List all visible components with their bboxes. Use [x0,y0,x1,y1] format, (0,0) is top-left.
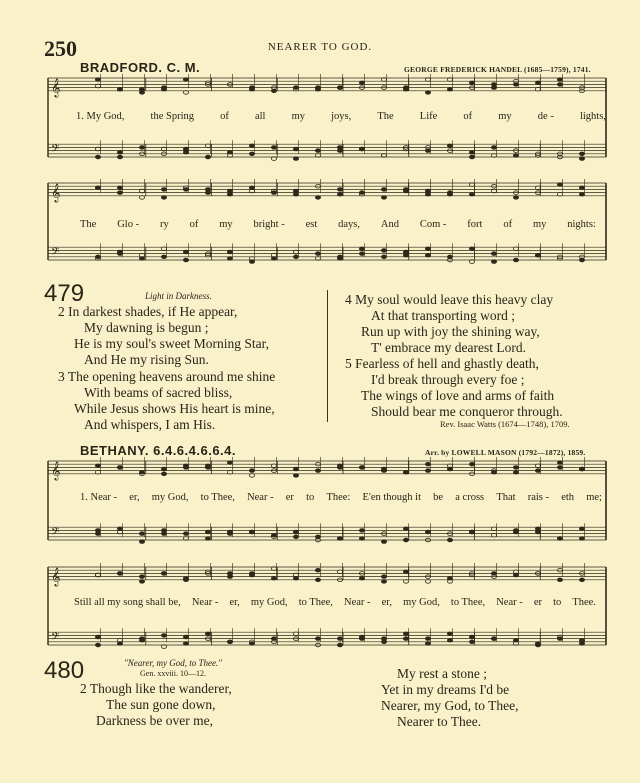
note-head [381,637,386,641]
lyric-syllable: my [532,219,547,230]
note-head [403,637,408,641]
lyric-syllable: Near - [496,597,523,608]
bass-clef-icon: 𝄢 [51,142,60,158]
note-head [447,638,452,642]
note-head [227,572,232,576]
tune-title-bethany: BETHANY. 6.4.6.4.6.6.4. [80,443,237,458]
lyric-syllable: the Spring [150,111,194,122]
note-head [535,643,540,647]
verse-line: 2 In darkest shades, if He appear, [58,304,238,319]
note-head [425,637,430,641]
note-head [381,575,386,579]
lyric-syllable: joys, [331,111,352,122]
lyric-syllable: ry [159,219,169,230]
treble-clef-icon: 𝄞 [51,460,61,480]
lyric-syllable: to [553,597,562,608]
lyric-syllable: er, [129,492,140,503]
lyric-syllable: of [189,219,199,230]
lyric-syllable: E'en though it [362,492,421,503]
note-head [337,643,342,647]
lyric-syllable: my God, [151,492,189,503]
note-head [249,642,254,646]
lyric-syllable: days, [338,219,360,230]
verse-line: 3 The opening heavens around me shine [58,369,276,384]
note-head [183,635,188,639]
note-head [271,576,276,580]
note-head [403,570,408,574]
lyric-syllable: Com - [419,219,447,230]
note-head [491,637,496,641]
note-head [95,635,100,639]
verse-480-right [381,666,519,730]
note-head [469,635,474,639]
verse-line: He is my soul's sweet Morning Star, [74,336,270,351]
verse-line: I'd break through every foe ; [371,372,525,387]
verse-line: 5 Fearless of hell and ghastly death, [345,356,539,371]
lyric-syllable: my [498,111,512,122]
lyric-syllable: to [306,492,315,503]
lyric-syllable: me; [586,492,602,503]
note-head [183,578,188,582]
note-head [579,578,584,582]
lyric-syllable: The [377,111,394,122]
verse-line: At that transporting word ; [371,308,515,323]
running-title: NEARER TO GOD. [267,41,373,53]
note-head [469,640,474,644]
note-head [205,632,210,636]
verse-line: And whispers, I am His. [84,417,216,432]
verse-line: The wings of love and arms of faith [361,388,555,403]
lyric-syllable: That [496,492,516,503]
lyric-syllable: my [219,219,233,230]
lyric-syllable: of [503,219,513,230]
note-head [403,632,408,636]
note-head [359,576,364,580]
bass-clef-icon: 𝄢 [51,245,60,261]
lyric-syllable: er, [381,597,392,608]
lyric-syllable: bright - [253,219,285,230]
note-head [249,572,254,576]
lyric-syllable: rais - [527,492,550,503]
verse-line: Yet in my dreams I'd be [381,682,510,697]
lyric-syllable: Still all my song shall be, [74,597,181,608]
note-head [293,576,298,580]
note-head [425,642,430,646]
note-head [183,642,188,646]
hymn-number-480: 480 [44,657,85,684]
note-head [337,637,342,641]
lyric-syllable: Life [419,111,438,122]
note-head [557,578,562,582]
verse-line: Darkness be over me, [96,713,213,728]
bass-clef-icon: 𝄢 [51,630,60,646]
verse-line: Nearer, my God, to Thee, [381,698,519,713]
verse-line: T' embrace my dearest Lord. [371,340,526,355]
lyric-syllable: Near - [247,492,274,503]
lyric-syllable: my [291,111,305,122]
lyric-syllable: Near - [344,597,371,608]
lyric-syllable: Near - [191,597,219,608]
page-number: 250 [44,36,77,61]
arranger-credit: Arr. by LOWELL MASON (1792—1872), 1859. [425,448,586,457]
hymn-author: Rev. Isaac Watts (1674—1748), 1709. [440,419,570,429]
lyric-syllable: to Thee, [450,597,486,608]
verse-line: Run up with joy the shining way, [361,324,540,339]
lyric-syllable: Thee. [572,597,596,608]
lyric-syllable: eth [561,492,575,503]
lyric-syllable: a cross [455,492,485,503]
note-head [315,637,320,641]
note-head [315,568,320,572]
lyric-syllable: est [305,219,318,230]
verse-line: And He my rising Sun. [84,352,209,367]
note-head [315,578,320,582]
treble-clef-icon: 𝄞 [51,566,61,586]
hymn-heading-480: "Nearer, my God, to Thee." [124,658,222,668]
lyric-syllable: be [433,492,444,503]
composer-credit: GEORGE FREDERICK HANDEL (1685—1759), 1741. [404,65,591,74]
note-head [139,638,144,642]
scripture-reference: Gen. xxviii. 10—12. [140,669,206,678]
lyric-syllable: of [220,111,229,122]
lyric-syllable: Glo - [117,219,140,230]
lyric-syllable: of [463,111,473,122]
verse-line: Nearer to Thee. [397,714,482,729]
note-head [95,643,100,647]
treble-clef-icon: 𝄞 [51,182,61,202]
lyric-syllable: to Thee, [298,597,333,608]
note-head [161,634,166,638]
verse-line: With beams of sacred bliss, [84,385,233,400]
lyric-syllable: Thee: [326,492,351,503]
lyric-syllable: And [380,219,399,230]
lyric-syllable: my God, [250,597,288,608]
verse-480-left [80,681,232,729]
hymn-heading-479: Light in Darkness. [145,291,212,301]
lyric-syllable: 1. My God, [76,111,125,122]
lyric-syllable: all [254,111,266,122]
note-head [359,635,364,639]
lyrics-line-4 [74,597,596,608]
lyric-syllable: nights: [567,219,596,230]
note-head [139,575,144,579]
lyric-syllable: er [533,597,542,608]
lyric-syllable: lights, [579,111,606,122]
treble-clef-icon: 𝄞 [51,77,61,97]
verse-line: My rest a stone ; [397,666,487,681]
tune-title-bradford: BRADFORD. C. M. [80,60,201,75]
verse-line: While Jesus shows His heart is mine, [74,401,275,416]
lyric-syllable: fort [467,219,483,230]
lyric-syllable: de - [537,111,554,122]
note-head [381,580,386,584]
note-head [579,638,584,642]
lyric-syllable: er, [229,597,240,608]
lyric-syllable: The [80,219,97,230]
verse-line: Should bear me conqueror through. [371,404,563,419]
verse-line: 2 Though like the wanderer, [80,681,232,696]
note-head [447,632,452,636]
lyric-syllable: to Thee, [200,492,235,503]
verse-line: My dawning is begun ; [84,320,209,335]
note-head [139,580,144,584]
verse-line: 4 My soul would leave this heavy clay [345,292,554,307]
lyric-syllable: 1. Near - [80,492,118,503]
lyric-syllable: my God, [403,597,440,608]
hymn-number-479: 479 [44,280,85,307]
verse-line: The sun gone down, [106,697,216,712]
lyric-syllable: er [285,492,294,503]
bass-clef-icon: 𝄢 [51,525,60,541]
